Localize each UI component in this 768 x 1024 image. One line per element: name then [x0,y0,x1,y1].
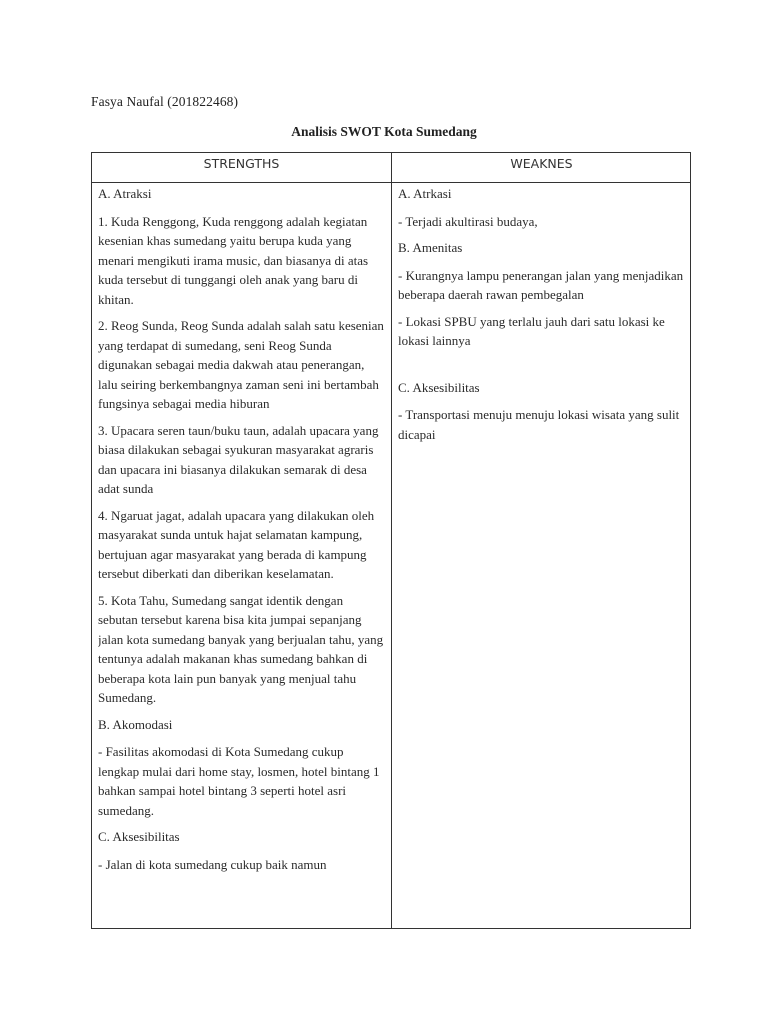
strengths-item: 5. Kota Tahu, Sumedang sangat identik dengan sebutan tersebut karena bisa kita jumpai sepanjang jalan kota sumedang banyak yang berjualan tahu, yang tentunya adalah makanan khas sumedang bahkan di beberapa kota lain pun banyak yang menjual tahu Sumedang. [98,592,384,705]
strengths-item: - Fasilitas akomodasi di Kota Sumedang cukup lengkap mulai dari home stay, losmen, hotel bintang 1 bahkan sampai hotel bintang 3 seperti hotel asri sumedang. [98,744,380,818]
blank-line [398,358,685,378]
strengths-item: 4. Ngaruat jagat, adalah upacara yang dilakukan oleh masyarakat sunda untuk hajat selamatan kampung, bertujuan agar masyarakat yang berada di kampung tersebut diberkati dan diberikan keselamatan. [98,507,375,581]
weaknesses-item: - Lokasi SPBU yang terlalu jauh dari satu lokasi ke lokasi lainnya [398,313,665,348]
strengths-section-heading: A. Atraksi [98,186,152,201]
weaknesses-item: - Kurangnya lampu penerangan jalan yang menjadikan beberapa daerah rawan pembegalan [398,267,684,302]
strengths-item: 2. Reog Sunda, Reog Sunda adalah salah satu kesenian yang terdapat di sumedang, seni Reog Sunda digunakan sebagai media dakwah atau penerangan, lalu seiring berkembangnya zaman seni ini bertambah fungsinya sebagai media hiburan [98,318,384,411]
strengths-column [98,184,384,928]
weaknesses-section-heading: A. Atrkasi [398,186,452,201]
strengths-section-heading: B. Akomodasi [98,716,173,732]
weaknesses-section-heading: B. Amenitas [398,240,463,255]
strengths-item: 1. Kuda Renggong, Kuda renggong adalah kegiatan kesenian khas sumedang yaitu berupa kuda yang menari mengikuti irama music, dan biasanya di atas kuda tersebut di tunggangi oleh anak yang baru di khitan. [98,213,369,307]
header-weaknesses: WEAKNES [510,156,573,171]
swot-table [91,152,691,929]
weaknesses-item: - Transportasi menuju menuju lokasi wisata yang sulit dicapai [398,407,680,442]
document-title: Analisis SWOT Kota Sumedang [291,124,477,139]
strengths-section-heading: C. Aksesibilitas [98,829,180,844]
header-strengths: STRENGTHS [203,156,280,171]
author-line: Fasya Naufal (201822468) [91,94,239,109]
strengths-item: 3. Upacara seren taun/buku taun, adalah upacara yang biasa dilakukan sebagai syukuran masyarakat agraris dan upacara ini biasanya dilakukan semarak di desa adat sunda [98,422,379,496]
strengths-item: - Jalan di kota sumedang cukup baik namun [98,856,327,872]
weaknesses-column [398,184,685,928]
weaknesses-item: - Terjadi akultirasi budaya, [398,213,538,229]
column-divider [391,153,392,928]
weaknesses-section-heading: C. Aksesibilitas [398,379,480,395]
